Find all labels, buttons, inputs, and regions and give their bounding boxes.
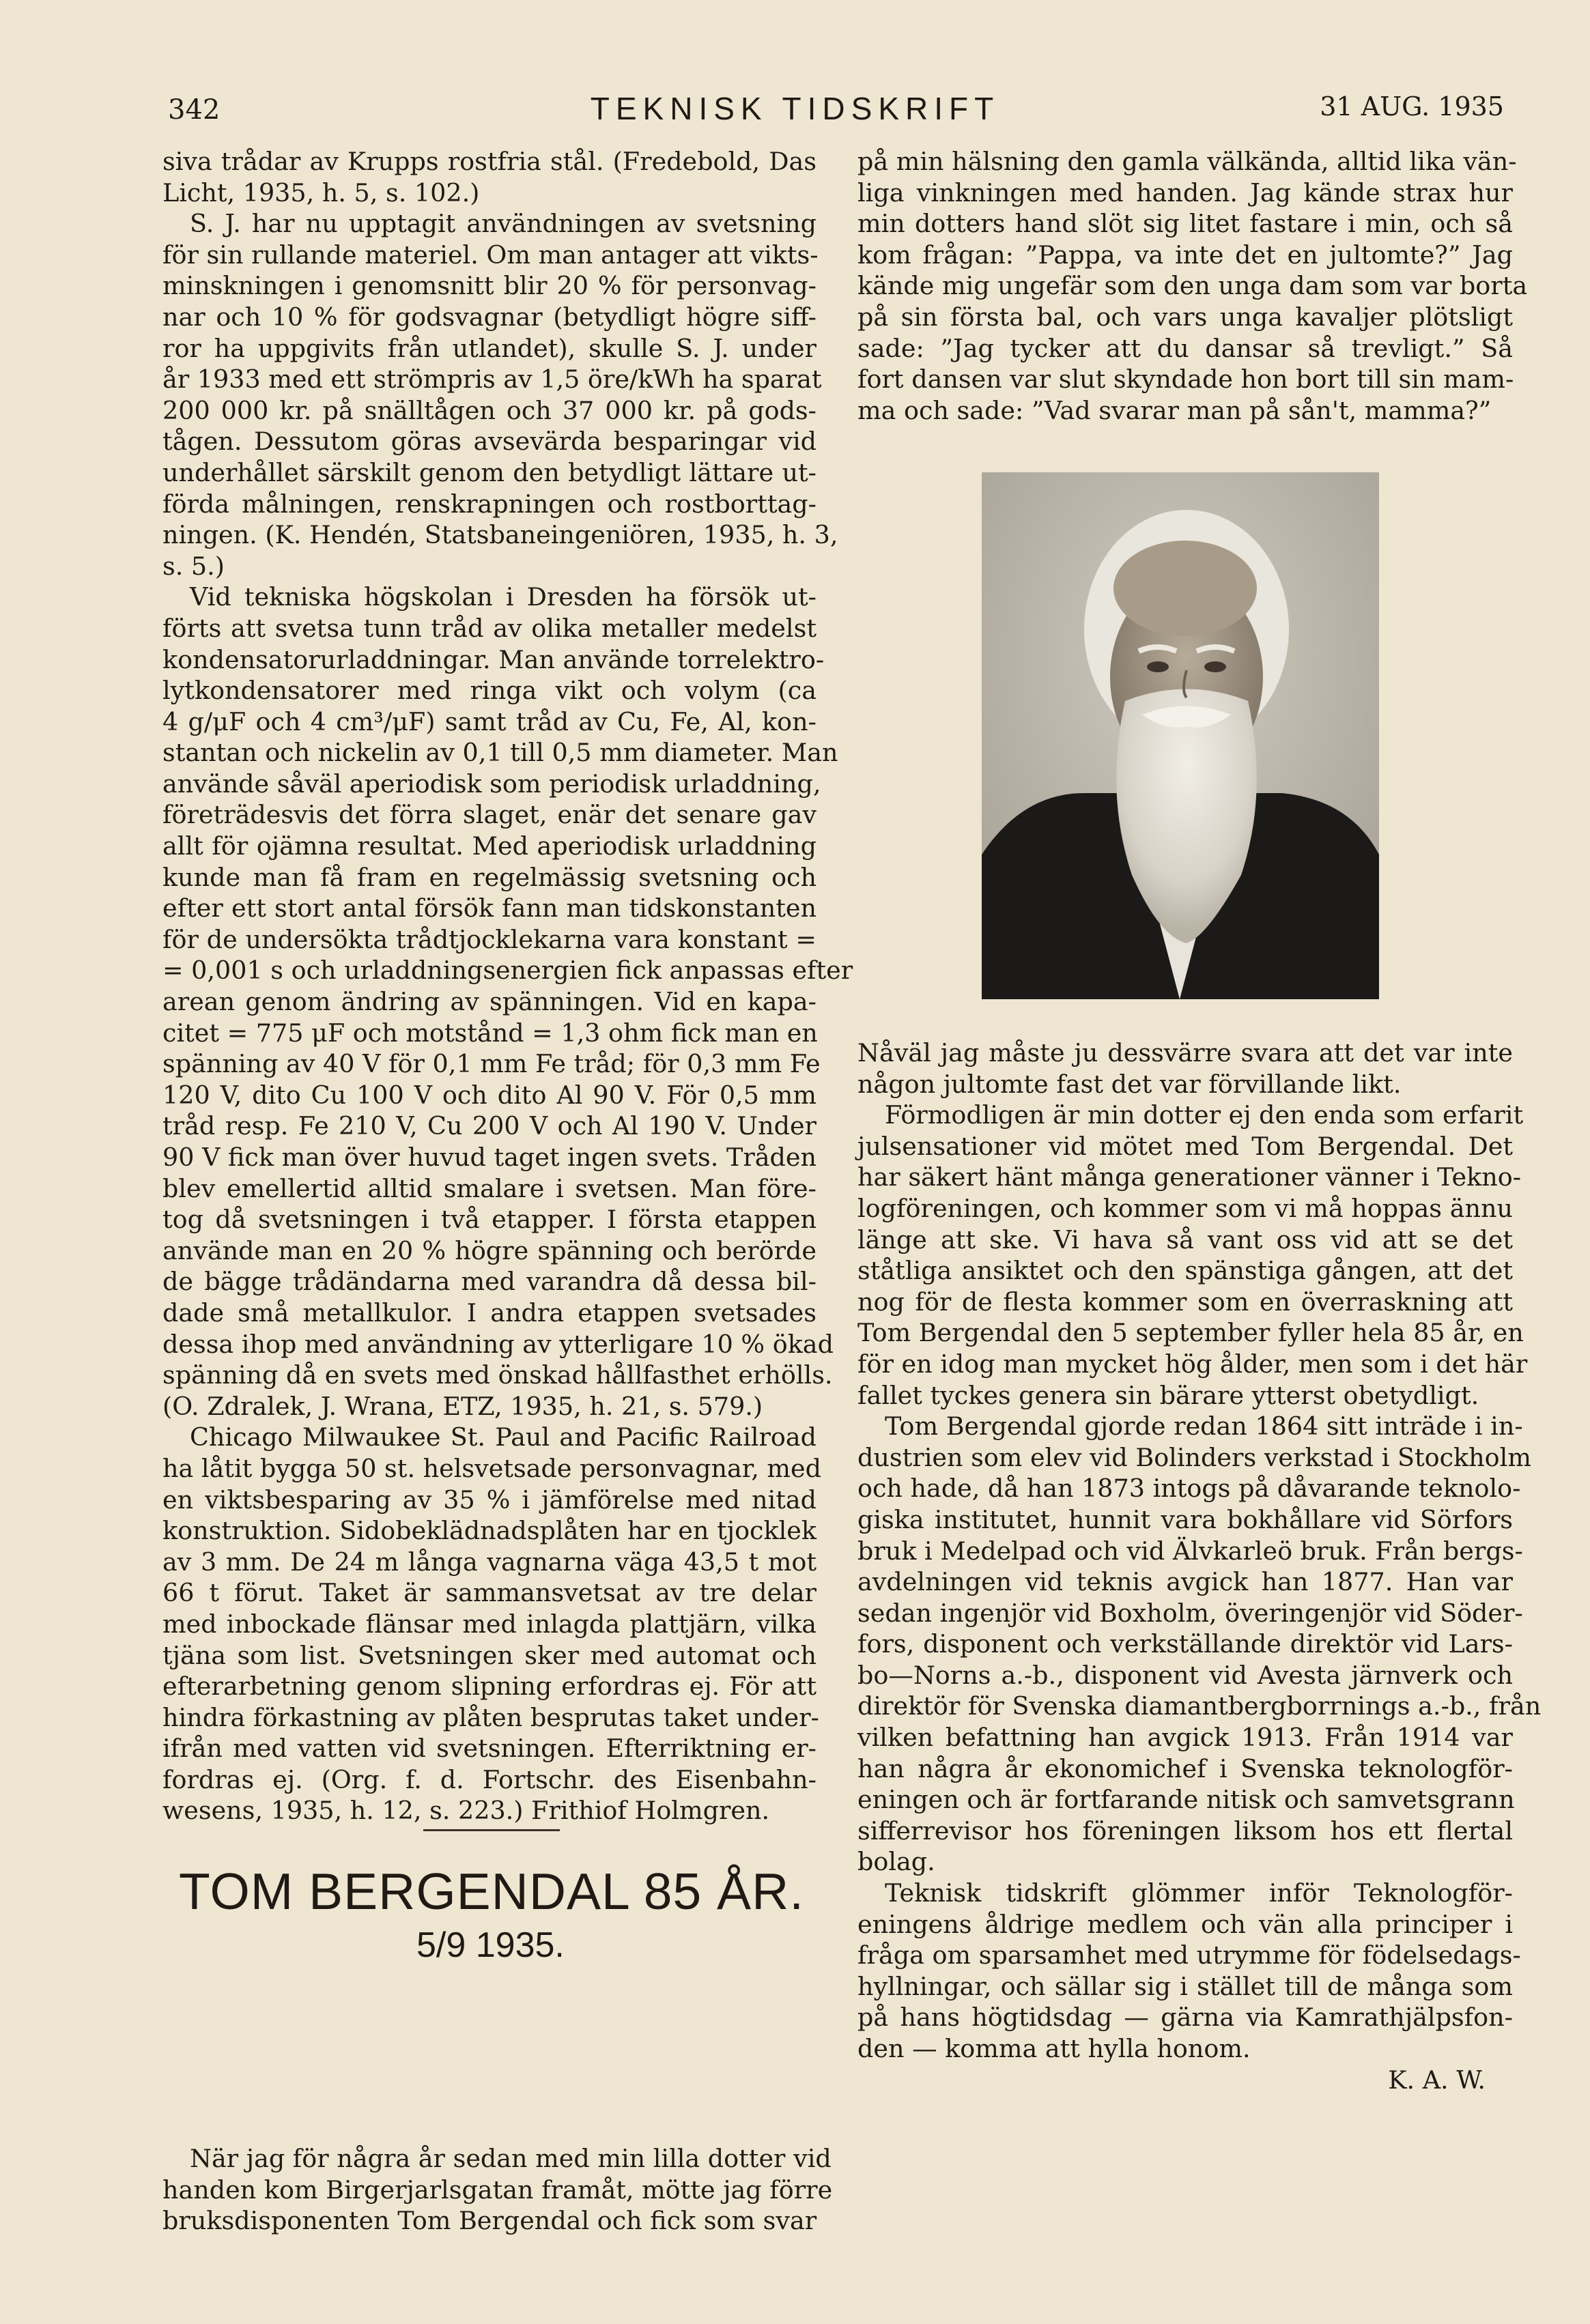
- text-line: citet = 775 μF och motstånd = 1,3 ohm fick man en: [162, 1018, 818, 1048]
- text-line: tog då svetsningen i två etapper. I första etappen: [162, 1205, 817, 1235]
- text-line: och hade, då han 1873 intogs på dåvarande teknolo-: [857, 1474, 1521, 1504]
- text-line: minskningen i genomsnitt blir 20 % för personvag-: [162, 271, 817, 301]
- text-line: en viktsbesparing av 35 % i jämförelse med nitad: [162, 1484, 817, 1515]
- article-date: 5/9 1935.: [416, 1925, 565, 1965]
- right-column-bottom: [857, 1037, 1542, 2095]
- text-line: julsensationer vid mötet med Tom Bergendal. Det: [857, 1131, 1513, 1161]
- text-line: fors, disponent och verkställande direktör vid Lars-: [857, 1629, 1513, 1659]
- text-line: logföreningen, och kommer som vi må hoppas ännu: [857, 1193, 1513, 1223]
- text-line: tråd resp. Fe 210 V, Cu 200 V och Al 190 V. Under: [162, 1111, 817, 1141]
- text-line: ifrån med vatten vid svetsningen. Efterriktning er-: [162, 1734, 817, 1764]
- text-line: fråga om sparsamhet med utrymme för födelsedags-: [857, 1940, 1521, 1970]
- text-line: dade små metallkulor. I andra etappen svetsades: [162, 1297, 817, 1328]
- text-line: på hans högtidsdag — gärna via Kamrathjälpsfon-: [857, 2003, 1513, 2033]
- right-column-top: [857, 146, 1528, 426]
- text-line: 90 V fick man över huvud taget ingen svets. Tråden: [162, 1143, 817, 1172]
- text-line: hyllningar, och sällar sig i stället till de många som: [857, 1971, 1513, 2001]
- text-line: fallet tyckes genera sin bärare ytterst obetydligt.: [857, 1380, 1479, 1410]
- text-line: nar och 10 % för godsvagnar (betydligt högre siff-: [162, 302, 817, 332]
- text-line: avdelningen vid teknis avgick han 1877. Han var: [857, 1567, 1513, 1597]
- text-line: använde man en 20 % högre spänning och berörde: [162, 1235, 817, 1265]
- text-line: Tom Bergendal gjorde redan 1864 sitt inträde i in-: [885, 1411, 1523, 1441]
- text-line: stantan och nickelin av 0,1 till 0,5 mm diameter. Man: [162, 738, 838, 768]
- text-line: = 0,001 s och urladdningsenergien fick anpassas efter: [162, 956, 853, 986]
- text-line: på sin första bal, och vars unga kavaljer plötsligt: [857, 302, 1513, 332]
- text-line: handen kom Birgerjarlsgatan framåt, mötte jag förre: [162, 2175, 833, 2205]
- text-line: ningen. (K. Hendén, Statsbaneingeniören, 1935, h. 3,: [162, 520, 838, 550]
- article-intro: [162, 2143, 833, 2237]
- text-line: Tom Bergendal den 5 september fyller hela 85 år, en: [857, 1318, 1524, 1348]
- text-line: konstruktion. Sidobeklädnadsplåten har en tjocklek: [162, 1516, 817, 1546]
- text-line: vilken befattning han avgick 1913. Från 1914 var: [857, 1723, 1513, 1753]
- text-line: dustrien som elev vid Bolinders verkstad i Stockholm: [857, 1442, 1531, 1472]
- text-line: sade: ”Jag tycker att du dansar så trevligt.” Så: [857, 333, 1513, 363]
- text-line: spänning då en svets med önskad hållfasthet erhölls.: [162, 1360, 833, 1390]
- text-line: 120 V, dito Cu 100 V och dito Al 90 V. För 0,5 mm: [162, 1080, 817, 1110]
- text-line: på min hälsning den gamla välkända, alltid lika vän-: [857, 147, 1517, 176]
- text-line: förda målningen, renskrapningen och rostborttag-: [162, 489, 817, 519]
- text-line: blev emellertid alltid smalare i svetsen. Man före-: [162, 1173, 817, 1203]
- text-line: s. 5.): [162, 551, 225, 581]
- text-line: min dotters hand slöt sig litet fastare i min, och så: [857, 209, 1513, 239]
- text-line: kände mig ungefär som den unga dam som var borta: [857, 271, 1528, 301]
- text-line: sifferrevisor hos föreningen liksom hos ett flertal: [857, 1816, 1513, 1846]
- text-line: underhållet särskilt genom den betydligt lättare ut-: [162, 457, 817, 487]
- text-line: giska institutet, hunnit vara bokhållare vid Sörfors: [857, 1504, 1513, 1534]
- text-line: S. J. har nu upptagit användningen av svetsning: [190, 209, 817, 239]
- text-line: eningens åldrige medlem och vän alla principer i: [857, 1909, 1513, 1939]
- text-line: Licht, 1935, h. 5, s. 102.): [162, 177, 480, 207]
- page-number: 342: [168, 94, 221, 126]
- text-line: Vid tekniska högskolan i Dresden ha försök ut-: [190, 582, 817, 612]
- text-line: kondensatorurladdningar. Man använde torrelektro-: [162, 644, 825, 674]
- text-line: för de undersökta trådtjocklekarna vara konstant =: [162, 924, 817, 954]
- text-line: När jag för några år sedan med min lilla dotter vid: [190, 2144, 832, 2173]
- portrait-image: [982, 472, 1379, 999]
- text-line: 66 t förut. Taket är sammansvetsat av tre delar: [162, 1578, 817, 1608]
- text-line: siva trådar av Krupps rostfria stål. (Fredebold, Das: [162, 147, 817, 176]
- text-line: av 3 mm. De 24 m långa vagnarna väga 43,5 t mot: [162, 1547, 817, 1577]
- text-line: ståtliga ansiktet och den spänstiga gången, att det: [857, 1256, 1513, 1286]
- text-line: för en idog man mycket hög ålder, men som i det här: [857, 1349, 1528, 1379]
- portrait-photo: [982, 472, 1379, 999]
- text-line: spänning av 40 V för 0,1 mm Fe tråd; för 0,3 mm Fe: [162, 1049, 821, 1079]
- text-line: nog för de flesta kommer som en överraskning att: [857, 1287, 1513, 1317]
- text-line: Chicago Milwaukee St. Paul and Pacific Railroad: [190, 1422, 817, 1452]
- text-line: lytkondensatorer med ringa vikt och volym (ca: [162, 676, 817, 706]
- text-line: efter ett stort antal försök fann man tidskonstanten: [162, 893, 817, 923]
- text-line: företrädesvis det förra slaget, enär det senare gav: [162, 800, 817, 830]
- text-line: ror ha uppgivits från utlandet), skulle S. J. under: [162, 333, 817, 363]
- text-line: direktör för Svenska diamantbergborrnings a.-b., från: [857, 1691, 1542, 1721]
- text-line: 4 g/μF och 4 cm³/μF) samt tråd av Cu, Fe, Al, kon-: [162, 706, 817, 736]
- text-line: (O. Zdralek, J. Wrana, ETZ, 1935, h. 21, s. 579.): [162, 1391, 763, 1421]
- text-line: han några år ekonomichef i Svenska teknologför-: [857, 1753, 1513, 1783]
- text-line: Nåväl jag måste ju dessvärre svara att det var inte: [857, 1038, 1513, 1067]
- text-line: med inbockade flänsar med inlagda plattjärn, vilka: [162, 1609, 817, 1639]
- text-line: 200 000 kr. på snälltågen och 37 000 kr. på gods-: [162, 395, 817, 425]
- text-line: efterarbetning genom slipning erfordras ej. För att: [162, 1672, 817, 1702]
- text-line: fort dansen var slut skyndade hon bort till sin mam-: [857, 364, 1514, 394]
- text-line: dessa ihop med användning av ytterligare 10 % ökad: [162, 1329, 834, 1359]
- text-line: Teknisk tidskrift glömmer inför Teknologför-: [885, 1878, 1513, 1908]
- issue-date: 31 AUG. 1935: [1320, 91, 1504, 121]
- text-line: har säkert hänt många generationer vänner i Tekno-: [857, 1162, 1522, 1192]
- text-line: för sin rullande materiel. Om man antager att vikts-: [162, 240, 819, 270]
- text-line: arean genom ändring av spänningen. Vid en kapa-: [162, 987, 817, 1017]
- text-line: den — komma att hylla honom.: [857, 2034, 1251, 2063]
- text-line: allt för ojämna resultat. Med aperiodisk urladdning: [162, 831, 817, 861]
- text-line: bruk i Medelpad och vid Älvkarleö bruk. Från bergs-: [857, 1536, 1523, 1566]
- text-line: fordras ej. (Org. f. d. Fortschr. des Eisenbahn-: [162, 1764, 817, 1794]
- text-line: de bägge trådändarna med varandra då dessa bil-: [162, 1267, 817, 1297]
- text-line: eningen och är fortfarande nitisk och samvetsgrann: [857, 1785, 1515, 1815]
- left-column: [162, 146, 853, 1826]
- text-line: bruksdisponenten Tom Bergendal och fick som svar: [162, 2206, 817, 2236]
- text-line: förts att svetsa tunn tråd av olika metaller medelst: [162, 613, 817, 643]
- text-line: kom frågan: ”Pappa, va inte det en jultomte?” Jag: [857, 240, 1513, 270]
- section-divider: [423, 1829, 560, 1831]
- text-line: tågen. Dessutom göras avsevärda besparingar vid: [162, 427, 817, 457]
- article-title: TOM BERGENDAL 85 ÅR.: [179, 1863, 805, 1920]
- text-line: länge att ske. Vi hava så vant oss vid att se det: [857, 1224, 1513, 1254]
- text-line: tjäna som list. Svetsningen sker med automat och: [162, 1640, 817, 1670]
- text-line: sedan ingenjör vid Boxholm, överingenjör vid Söder-: [857, 1598, 1523, 1628]
- text-line: bo—Norns a.-b., disponent vid Avesta järnverk och: [857, 1660, 1513, 1690]
- text-line: någon jultomte fast det var förvillande likt.: [857, 1069, 1402, 1099]
- text-line: Förmodligen är min dotter ej den enda som erfarit: [885, 1100, 1524, 1130]
- text-line: hindra förkastning av plåten besprutas taket under-: [162, 1702, 819, 1732]
- text-line: liga vinkningen med handen. Jag kände strax hur: [857, 177, 1513, 207]
- journal-title: TEKNISK TIDSKRIFT: [590, 91, 1000, 126]
- page-header: [0, 87, 1590, 135]
- text-line: K. A. W.: [1388, 2065, 1486, 2095]
- text-line: ha låtit bygga 50 st. helsvetsade personvagnar, med: [162, 1453, 821, 1483]
- text-line: kunde man få fram en regelmässig svetsning och: [162, 862, 817, 892]
- text-line: använde såväl aperiodisk som periodisk urladdning,: [162, 769, 821, 799]
- text-line: år 1933 med ett strömpris av 1,5 öre/kWh ha sparat: [162, 364, 822, 394]
- text-line: wesens, 1935, h. 12, s. 223.) Frithiof Holmgren.: [162, 1796, 770, 1826]
- text-line: ma och sade: ”Vad svarar man på sån't, mamma?”: [857, 395, 1492, 425]
- text-line: bolag.: [857, 1847, 935, 1877]
